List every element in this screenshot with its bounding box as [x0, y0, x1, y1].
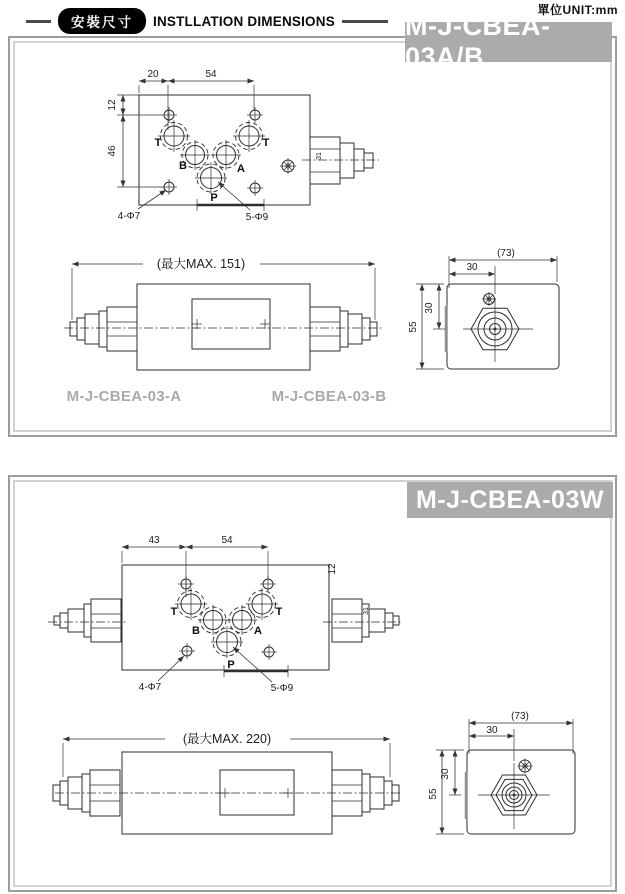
plan-view-03w [48, 535, 403, 694]
leader-5-phi9: 5-Φ9 [245, 212, 269, 223]
port-label-t-right: T [262, 137, 270, 149]
unit-label: 單位UNIT:mm [537, 3, 618, 17]
cartridge-fitting-side [302, 137, 379, 184]
front-view-03ab [64, 256, 386, 405]
port-a [227, 605, 257, 635]
port-label-t-left: T [154, 137, 162, 149]
side-view-03ab [408, 248, 559, 369]
plan-view-03ab [107, 69, 379, 223]
cartridge-b [310, 307, 377, 351]
port-label-p: P [210, 192, 218, 204]
dim-max-220: (最大MAX. 220) [182, 732, 272, 746]
hex-nut-front [478, 763, 550, 829]
leader-5-phi9: 5-Φ9 [270, 683, 294, 694]
model-banner-03ab: M-J-CBEA-03A/B [405, 22, 612, 62]
port-label-p: P [227, 659, 235, 671]
section-title: INSTLLATION DIMENSIONS [153, 13, 335, 29]
dim-54: 54 [205, 69, 217, 80]
locating-screw-icon [280, 158, 296, 174]
panel-03ab [8, 36, 617, 437]
port-mark [192, 319, 270, 329]
dim-46: 46 [107, 145, 118, 157]
dim-30-left: 30 [424, 302, 435, 314]
mount-hole [179, 643, 195, 659]
dim-43: 43 [148, 535, 160, 546]
model-banner-03w: M-J-CBEA-03W [407, 482, 613, 518]
port-label-a: A [254, 625, 262, 637]
dim-55: 55 [408, 321, 419, 333]
dim-54: 54 [221, 535, 233, 546]
port-t-left [175, 588, 207, 620]
header-rule-left [26, 20, 51, 23]
dim-73: (73) [511, 711, 529, 722]
dim-30-left: 30 [440, 768, 451, 780]
locating-screw-icon [518, 759, 533, 774]
port-p [211, 626, 243, 658]
mount-hole [161, 179, 177, 195]
port-label-t-right: T [275, 606, 283, 618]
dim-edge-12: 12 [327, 563, 338, 575]
hex-nut-front [463, 298, 533, 362]
locating-screw-icon [482, 292, 496, 306]
dim-30-top: 30 [466, 262, 478, 273]
side-view-03w [428, 711, 575, 834]
hex-size-label: 31 [363, 607, 370, 615]
mount-hole [247, 107, 263, 123]
dim-max-151: (最大MAX. 151) [156, 257, 246, 271]
dim-55: 55 [428, 788, 439, 800]
front-view-03w [53, 731, 400, 834]
dim-30-top: 30 [486, 725, 498, 736]
header-rule-right [342, 20, 388, 23]
port-b [198, 605, 228, 635]
port-label-b: B [192, 625, 200, 637]
port-label-b: B [179, 160, 187, 172]
mount-hole [161, 107, 177, 123]
panel-03w [8, 475, 617, 892]
section-header [26, 8, 388, 34]
hex-size-label: 31 [316, 152, 323, 160]
mount-hole [247, 180, 263, 196]
port-t-right [246, 588, 278, 620]
dim-12: 12 [107, 99, 118, 111]
mount-hole [261, 644, 277, 660]
dim-20: 20 [147, 69, 159, 80]
drawing-03w [10, 477, 611, 886]
cartridge-left-side [48, 599, 128, 642]
dim-73: (73) [497, 248, 515, 259]
cartridge-a [70, 307, 137, 351]
leader-4-phi7: 4-Φ7 [117, 211, 141, 222]
port-label-t-left: T [170, 606, 178, 618]
model-label-03b: M-J-CBEA-03-B [271, 388, 387, 405]
cartridge-right-side [323, 599, 403, 642]
port-label-a: A [237, 163, 245, 175]
section-pill-cjk: 安裝尺寸 [58, 8, 146, 34]
port-t-right [233, 120, 265, 152]
drawing-03ab [10, 38, 611, 431]
model-label-03a: M-J-CBEA-03-A [66, 388, 182, 405]
mount-hole [260, 576, 276, 592]
leader-4-phi7: 4-Φ7 [138, 682, 162, 693]
port-t-left [158, 120, 190, 152]
